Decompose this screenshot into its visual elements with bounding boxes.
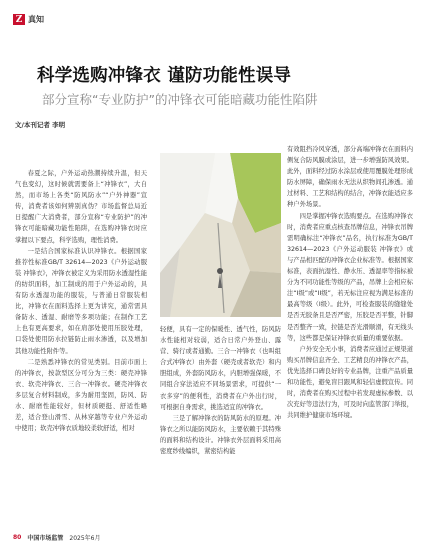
paragraph: 一是结合国家标准认识冲锋衣。根据国家推荐性标准GB/T 32614—2023《户外运动服装 冲锋衣》，冲锋衣被定义为采用防水透湿性能的纺织面料，加工制成的用于户外运动的，具有防水透湿功能的服装，与普通日常服装相比，冲锋衣在面料选择上更为讲究，通常需具备防水、透湿、耐磨等多项功能；在制作工艺上也有更高要求，如在肩部处使用压胶处理，口袋处使用防水拉链防止雨水渗透，以及增加其他功能性附件等。: [15, 247, 147, 355]
paragraph: 春夏之际，户外运动热潮持续升温，但天气也变幻，这时候就需要备上“冲锋衣”，大自然，而市场上各类“防风防水”“户外神器”宣传，消费者该如何辨别真伪？市场监督总局近日提醒广大消费者，部分宣称“专业防护”的冲锋衣可能暗藏功能性陷阱，在选购冲锋衣时应掌握以下要点，科学选购，理性消费。: [15, 170, 147, 244]
column-header: [13, 14, 44, 25]
section-name: 真知: [28, 15, 44, 24]
paragraph: 四是掌握冲锋衣选购要点。在选购冲锋衣时，消费者应重点核查吊牌信息，冲锋衣吊牌需明确标注“冲锋衣”品名，执行标准为GB/T 32614—2023《户外运动服装 冲锋衣》或与产品相匹配的冲锋衣企业标准等。根据国家标准，表面抗湿性、静水压、透湿率等指标被分为不同功能性等级的产品，吊牌上会相应标注“I级”或“II级”，若无标注应视为满足标准的最高等级（I级）。此外，可检查服装的缝缝处是否无胶条且是否严密，压胶是否平整，针脚是否整齐一致，拉链是否光滑顺滑，有无线头等，这些都是保证冲锋衣质量的重要依据。: [287, 212, 413, 342]
column-3: [287, 144, 413, 421]
jacket-photo: [160, 153, 281, 317]
headline: 科学选购冲锋衣 谨防功能性误导: [37, 66, 292, 86]
subheadline: 部分宣称“专业防护”的冲锋衣可能暗藏功能性陷阱: [42, 92, 318, 107]
column-2: [160, 324, 281, 457]
paragraph: 二是熟悉冲锋衣的常见类别。目前市面上的冲锋衣，按款型区分可分为三类：硬壳冲锋衣、软壳冲锋衣、三合一冲锋衣。硬壳冲锋衣多层复合材料制成，多为耐用坚固，防风、防水、耐磨性能较好，但材质硬挺、舒适性略差，适合登山滑雪、从林穿越等专业户外运动中使用；软壳冲锋衣质地较柔软舒适，相对: [15, 358, 147, 433]
section-logo: Z: [13, 14, 25, 25]
issue-date: 2025年6月: [69, 535, 101, 542]
paragraph: 户外安全无小事，消费者应通过正规渠道购买吊牌信息齐全、工艺精良的冲锋衣产品，优先选择口碑良好的专业品牌，注重产品质量和功能性，避免盲目跟风和轻信虚假宣传。同时，消费者在购买过程中若发现虚标参数、以次充好等违法行为，可及时向监管部门举报，共同维护健康市场环境。: [287, 345, 413, 420]
author-line: 文/本刊记者 李明: [15, 121, 66, 129]
column-1: [15, 168, 147, 434]
paragraph: 三是了解冲锋衣的防风防水的原理。冲锋衣之所以能防风防水，主要依赖于其特殊的面料和结构设计。冲锋衣外层面料采用高密度纱线编织，紧密结构能: [160, 414, 281, 456]
page-footer: [13, 533, 100, 542]
page-number: 80: [13, 534, 22, 541]
paragraph: 有效阻挡冷风穿透，部分高端冲锋衣在面料内侧复合防风膜或涂层，进一步增强防风效果。此外，面料经过防水涂层或使用覆膜处理形成防水屏障，确保雨水无法从织物间孔渗透。通过材料、工艺和结构的结合，冲锋衣能适应多种户外场景。: [287, 146, 413, 209]
publication-name: 中国市场监管: [27, 535, 64, 542]
paragraph: 轻便，具有一定的保暖性、透气性，防风防水性能相对较弱，适合日常户外登山、露营、骑行或者通勤。三合一冲锋衣（也叫组合式冲锋衣）由外套（硬壳或者软壳）和内胆组成，外套防风防水，内胆增强保暖，不同组合穿法适应不同场景需求，可提供“一衣多穿”的便利性，消费者在户外出行时，可根据自身需求，挑选适宜的冲锋衣。: [160, 326, 281, 411]
